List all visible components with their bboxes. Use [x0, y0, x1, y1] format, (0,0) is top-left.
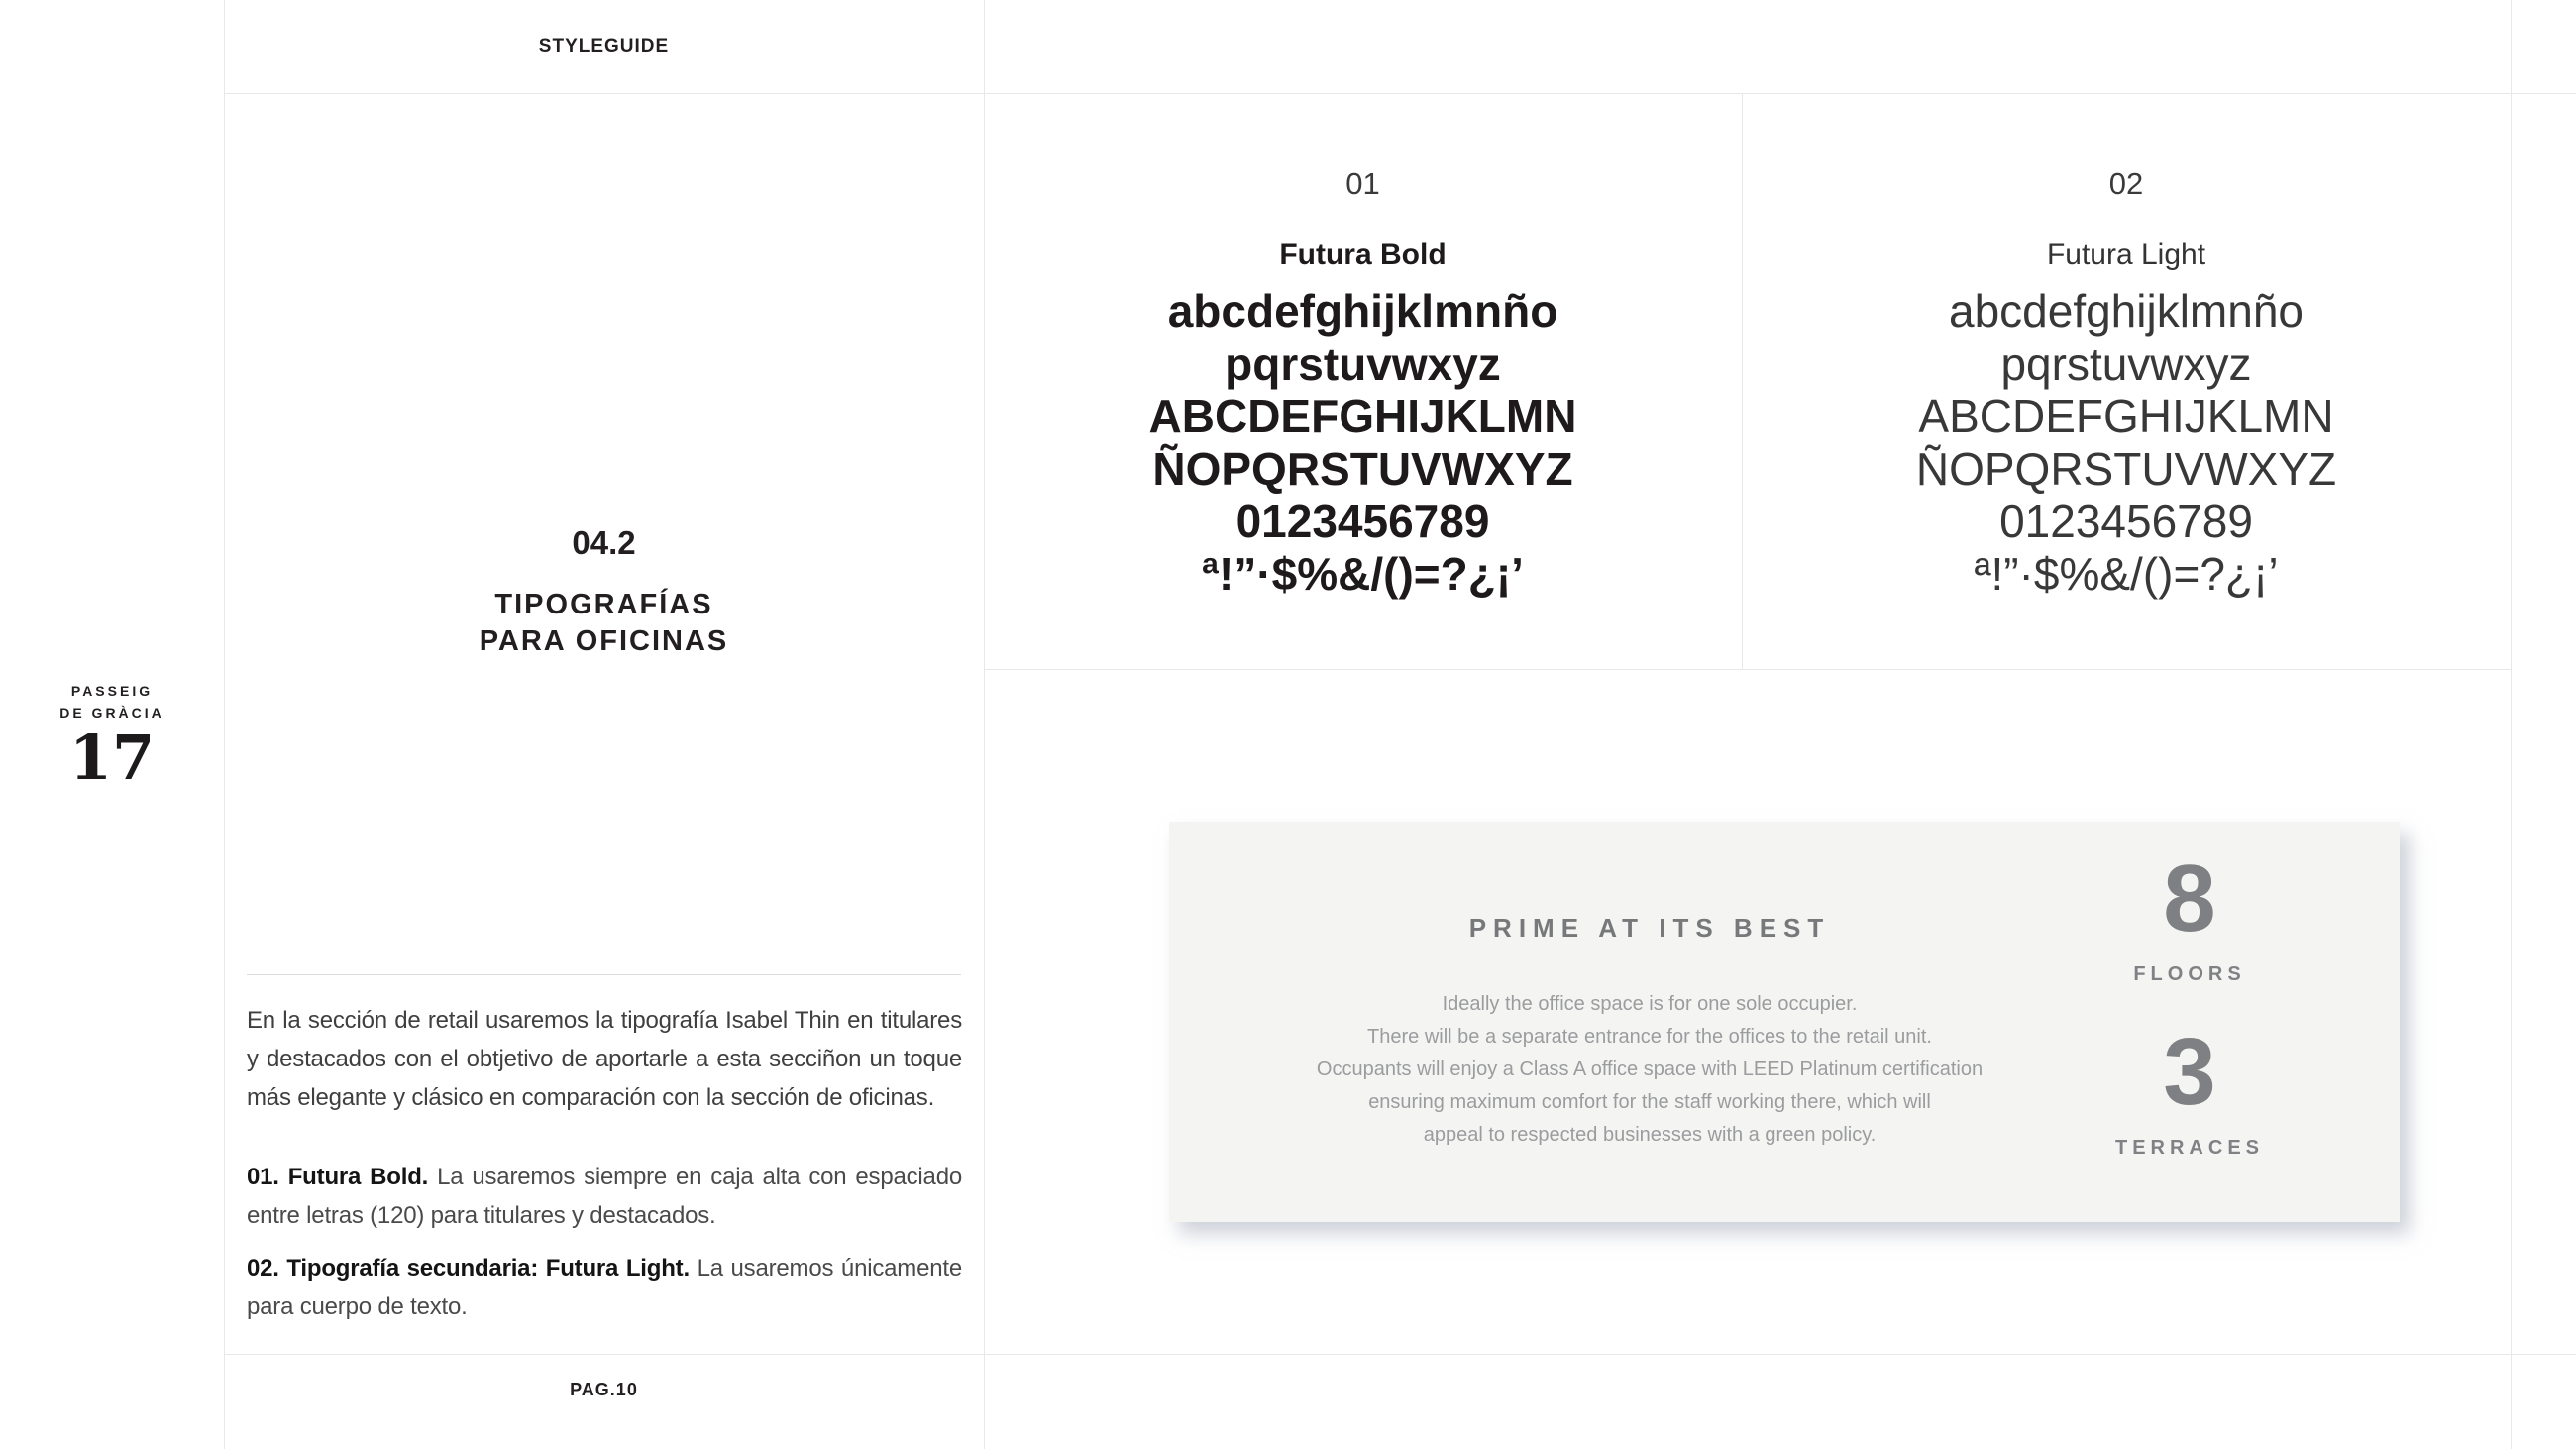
card-body-line: There will be a separate entrance for the offices to the retail unit. — [1367, 1026, 1932, 1048]
card-body-line: appeal to respected businesses with a green policy. — [1423, 1124, 1877, 1146]
left-column-divider-rule — [247, 974, 961, 975]
typeface-note-02 — [247, 1249, 962, 1326]
stat-terraces-value: 3 — [2163, 1019, 2216, 1125]
card-body-line: ensuring maximum comfort for the staff working there, which will — [1368, 1091, 1931, 1113]
logo-number: 17 — [68, 722, 156, 794]
section-number: 04.2 — [572, 524, 636, 561]
specimen-02-glyphs — [1742, 285, 2511, 601]
stat-floors-value: 8 — [2163, 845, 2216, 951]
brand-logo — [0, 680, 224, 794]
page-number: PAG.10 — [570, 1380, 638, 1399]
section-title-line1: TIPOGRAFÍAS — [494, 589, 713, 620]
grid-line-horizontal-specimen-bottom — [984, 669, 2511, 670]
section-title-block — [224, 523, 984, 660]
specimen-01-glyphs — [984, 285, 1742, 601]
specimen-01-line-symbols: ª!”·$%&/()=?¿¡’ — [1202, 548, 1524, 600]
intro-paragraph: En la sección de retail usaremos la tipografía Isabel Thin en titulares y destacados con el obtjetivo de aportarle a esta secciñon un toque más elegante y clásico en comparación con la sección de oficinas. — [247, 1007, 962, 1111]
specimen-01-index: 01 — [1345, 167, 1380, 201]
prime-feature-card — [1169, 822, 2400, 1222]
specimen-01-line-lowercase-1: abcdefghijklmnño — [1167, 285, 1558, 337]
specimen-02-line-lowercase-1: abcdefghijklmnño — [1948, 285, 2304, 337]
specimen-01-line-digits: 0123456789 — [1235, 496, 1490, 547]
specimen-01-name: Futura Bold — [1279, 238, 1447, 271]
card-title: PRIME AT ITS BEST — [1468, 913, 1831, 943]
logo-line1: PASSEIG — [70, 683, 154, 699]
specimen-02-line-lowercase-2: pqrstuvwxyz — [2000, 338, 2252, 390]
grid-line-vertical-left — [224, 0, 225, 1449]
card-body-line: Ideally the office space is for one sole occupier. — [1442, 993, 1858, 1015]
specimen-01-line-lowercase-2: pqrstuvwxyz — [1225, 338, 1501, 390]
typeface-note-02-text: La usaremos únicamente para cuerpo de texto. — [247, 1255, 962, 1320]
typeface-note-01-text: La usaremos siempre en caja alta con espaciado entre letras (120) para titulares y destacados. — [247, 1164, 962, 1229]
typeface-note-02-lead: 02. Tipografía secundaria: Futura Light. — [247, 1255, 690, 1282]
typeface-note-01-lead: 01. Futura Bold. — [247, 1164, 429, 1190]
card-body — [1243, 988, 2056, 1152]
specimen-panel-futura-bold — [984, 0, 1742, 669]
specimen-02-line-uppercase-2: ÑOPQRSTUVWXYZ — [1915, 443, 2337, 495]
styleguide-label: STYLEGUIDE — [538, 36, 670, 56]
logo-line2: DE GRÀCIA — [59, 705, 164, 721]
typeface-note-01 — [247, 1158, 962, 1235]
specimen-02-name: Futura Light — [2046, 238, 2206, 271]
section-title-line2: PARA OFICINAS — [479, 625, 729, 657]
stat-terraces-label: TERRACES — [2114, 1137, 2264, 1159]
specimen-01-line-uppercase-1: ABCDEFGHIJKLMN — [1148, 390, 1577, 442]
specimen-02-line-uppercase-1: ABCDEFGHIJKLMN — [1918, 390, 2334, 442]
specimen-panel-futura-light — [1742, 0, 2511, 669]
card-body-line: Occupants will enjoy a Class A office space with LEED Platinum certification — [1316, 1059, 1984, 1080]
stat-floors-label: FLOORS — [2133, 963, 2246, 985]
specimen-02-index: 02 — [2108, 167, 2144, 201]
grid-line-horizontal-bottom — [224, 1354, 2576, 1355]
section-title-gap — [224, 563, 984, 587]
specimen-02-line-symbols: ª!”·$%&/()=?¿¡’ — [1974, 548, 2279, 600]
specimen-01-line-uppercase-2: ÑOPQRSTUVWXYZ — [1152, 443, 1573, 495]
specimen-02-line-digits: 0123456789 — [1999, 496, 2253, 547]
grid-line-vertical-right — [2511, 0, 2512, 1449]
